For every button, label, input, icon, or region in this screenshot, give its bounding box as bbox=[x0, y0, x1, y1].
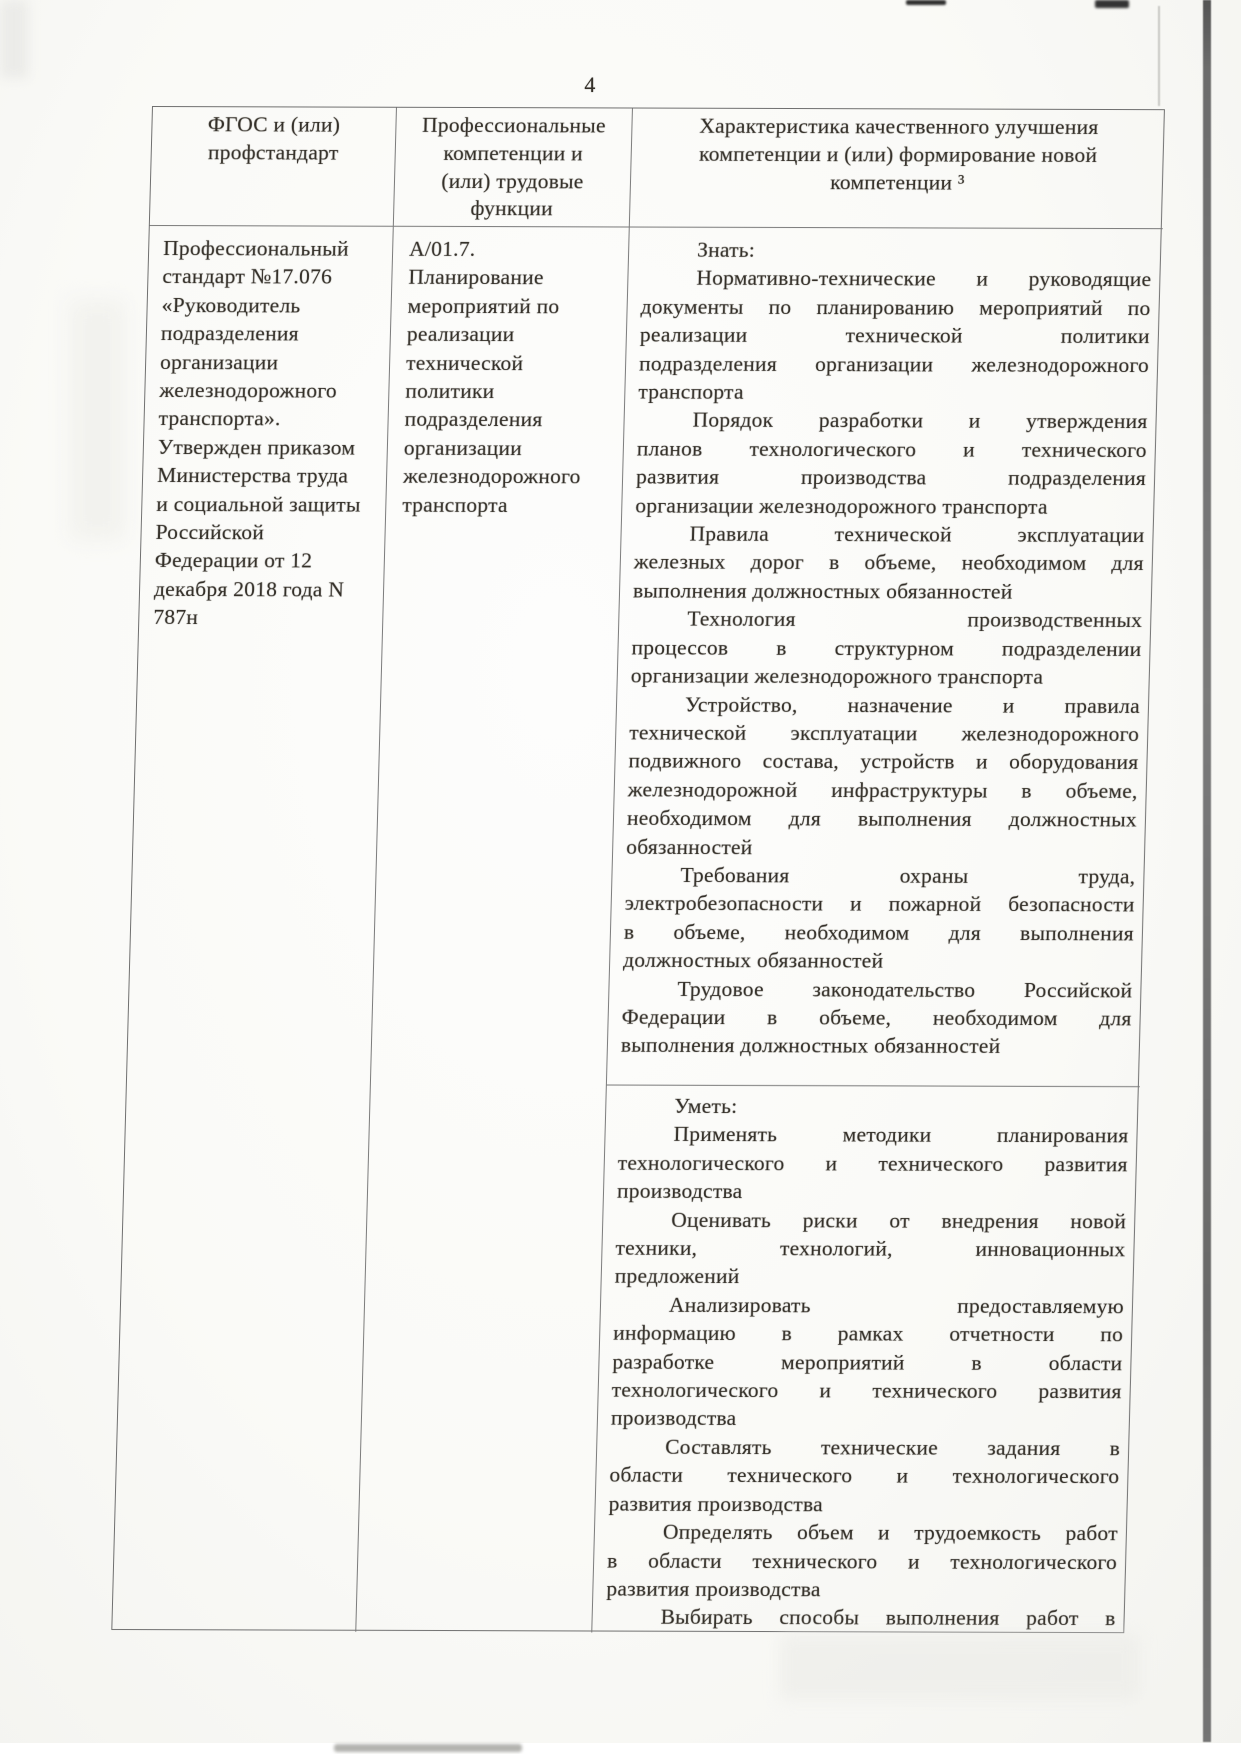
text-line: техники, технологий, инновационных bbox=[615, 1235, 1126, 1262]
cell-able bbox=[592, 1086, 1140, 1635]
text-line: процессов в структурном подразделении bbox=[631, 635, 1142, 661]
text-line: технологического и технического развития bbox=[611, 1377, 1123, 1404]
text-line: Определять объем и трудоемкость работ bbox=[662, 1519, 1119, 1546]
text-line: необходимом для выполнения должностных bbox=[626, 805, 1138, 832]
text-line: технической bbox=[405, 350, 524, 375]
text-line: обязанностей bbox=[625, 834, 753, 859]
text-line: реализации bbox=[406, 322, 515, 347]
text-line: развития производства подразделения bbox=[635, 464, 1147, 491]
text-line: технической эксплуатации железнодорожного bbox=[628, 720, 1140, 747]
scan-edge-line bbox=[1158, 6, 1160, 106]
text-line: Устройство, назначение и правила bbox=[684, 692, 1141, 718]
text-line: подразделения bbox=[160, 321, 300, 346]
text-line: производства bbox=[610, 1406, 737, 1431]
text-line: политики bbox=[405, 378, 495, 404]
text-line: транспорта bbox=[638, 379, 745, 404]
scan-corner-shadow bbox=[0, 0, 28, 78]
text-line: Уметь: bbox=[673, 1093, 738, 1118]
text-line: развития производства bbox=[606, 1576, 822, 1602]
text-line: Выбирать способы выполнения работ в bbox=[660, 1605, 1116, 1631]
text-line: производства bbox=[616, 1178, 743, 1204]
text-line: Профессиональный bbox=[162, 236, 350, 261]
text-line: документы по планированию мероприятий по bbox=[640, 294, 1151, 320]
text-line: выполнения должностных обязанностей bbox=[620, 1032, 1001, 1059]
scan-bottom-smear bbox=[334, 1744, 522, 1752]
text-line: и социальной защиты bbox=[156, 491, 361, 517]
text-line: А/01.7. bbox=[408, 236, 476, 262]
scan-bottom-shadow bbox=[780, 1634, 1140, 1700]
text-line: транспорта bbox=[402, 492, 509, 517]
scan-paper-mottle bbox=[70, 300, 125, 540]
text-line: Утвержден приказом bbox=[157, 434, 356, 460]
text-line: подразделения организации железнодорожного bbox=[638, 351, 1150, 377]
text-line: технологического и технического развития bbox=[617, 1150, 1129, 1176]
text-line: Применять методики планирования bbox=[673, 1122, 1129, 1148]
text-line: Трудовое законодательство Российской bbox=[677, 976, 1133, 1002]
header-cell-fgos-profstandard: ФГОС и (или) профстандарт bbox=[150, 107, 397, 227]
scan-top-mark-right bbox=[1095, 0, 1129, 8]
text-line: разработке мероприятий в области bbox=[612, 1349, 1123, 1375]
cell-know bbox=[607, 228, 1163, 1088]
competency-table bbox=[111, 106, 1165, 1633]
text-line: мероприятий по bbox=[407, 293, 560, 319]
text-line: информацию в рамках отчетности по bbox=[612, 1320, 1124, 1347]
text-line: организации bbox=[403, 435, 523, 461]
text-line: предложений bbox=[614, 1263, 740, 1289]
text-line: Федерации от 12 bbox=[154, 548, 313, 574]
text-line: 787н bbox=[153, 605, 199, 630]
cell-professional-standard bbox=[112, 226, 394, 1632]
text-line: Правила технической эксплуатации bbox=[689, 521, 1145, 548]
scan-bottom-edge bbox=[0, 1743, 1241, 1754]
text-line: электробезопасности и пожарной безопасности bbox=[624, 890, 1135, 917]
text-line: стандарт №17.076 bbox=[162, 264, 333, 289]
text-line: транспорта». bbox=[158, 406, 282, 431]
text-line: подразделения bbox=[404, 407, 543, 432]
text-line: Требования охраны труда, bbox=[680, 862, 1136, 889]
text-line: Анализировать предоставляемую bbox=[668, 1292, 1125, 1318]
text-line: развития производства bbox=[608, 1491, 824, 1516]
page-number: 4 bbox=[584, 72, 596, 97]
text-line: железнодорожной инфраструктуры в объеме, bbox=[627, 777, 1139, 803]
text-line: декабря 2018 года N bbox=[153, 576, 345, 602]
text-line: Российской bbox=[155, 520, 265, 545]
text-line: Оценивать риски от внедрения новой bbox=[670, 1207, 1127, 1233]
text-line: Составлять технические задания в bbox=[664, 1434, 1121, 1461]
text-line: Порядок разработки и утверждения bbox=[692, 408, 1148, 434]
text-line: Технология производственных bbox=[686, 607, 1143, 633]
text-line: Федерации в объеме, необходимом для bbox=[621, 1004, 1132, 1031]
header-cell-professional-competencies: Профессиональные компетенции и (или) трудовые функции bbox=[394, 108, 633, 228]
text-line: организации железнодорожного транспорта bbox=[635, 493, 1049, 519]
text-line: организации железнодорожного транспорта bbox=[630, 663, 1044, 689]
scan-top-mark-left bbox=[906, 0, 946, 5]
cell-labor-function bbox=[356, 227, 630, 1633]
text-line: железнодорожного bbox=[402, 464, 582, 489]
text-line: планов технологического и технического bbox=[636, 436, 1148, 462]
text-line: выполнения должностных обязанностей bbox=[632, 578, 1013, 604]
text-line: подвижного состава, устройств и оборудования bbox=[628, 748, 1139, 775]
text-line: организации bbox=[159, 349, 279, 375]
scan-right-band bbox=[1203, 0, 1211, 1742]
text-line: в области технического и технологического bbox=[606, 1548, 1118, 1574]
text-line: Знать: bbox=[696, 237, 756, 262]
text-line: должностных обязанностей bbox=[622, 947, 884, 973]
text-line: области технического и технологического bbox=[609, 1462, 1120, 1489]
text-line: в объеме, необходимом для выполнения bbox=[623, 919, 1135, 945]
header-cell-improvement-characteristic: Характеристика качественного улучшения компетенции и (или) формирование новой компетенции ³ bbox=[630, 109, 1166, 230]
text-line: железнодорожного bbox=[159, 378, 338, 403]
text-line: «Руководитель bbox=[161, 292, 301, 318]
text-line: Нормативно-технические и руководящие bbox=[696, 266, 1152, 292]
text-line: Министерства труда bbox=[156, 463, 349, 488]
text-line: железных дорог в объеме, необходимом для bbox=[633, 550, 1145, 576]
text-line: реализации технической политики bbox=[639, 322, 1151, 349]
text-line: Планирование bbox=[408, 265, 545, 290]
